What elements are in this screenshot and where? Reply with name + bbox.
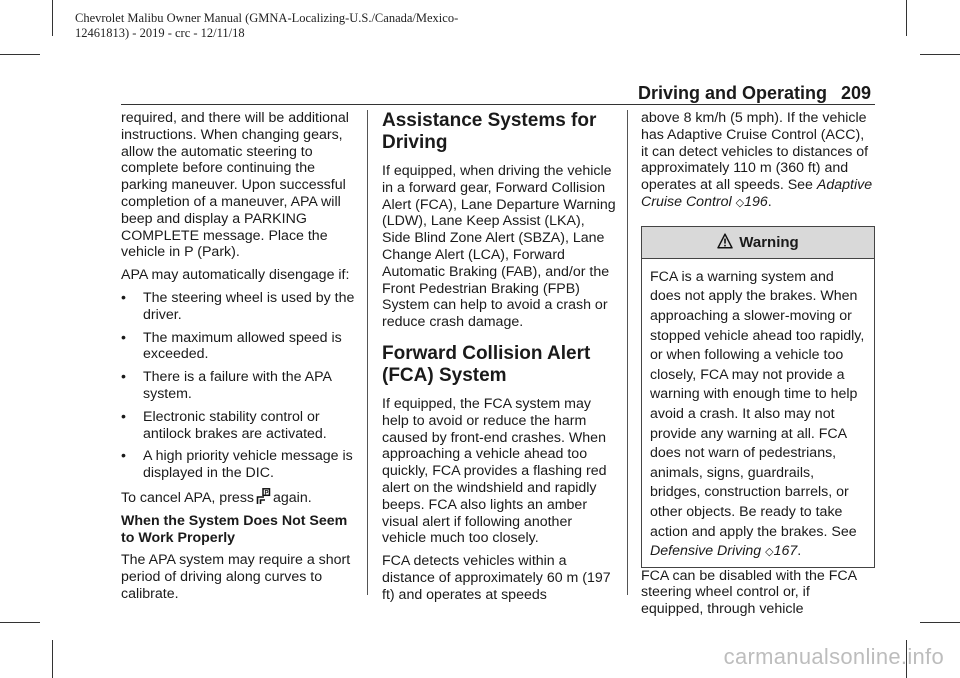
acc-paragraph: above 8 km/h (5 mph). If the vehicle has Adaptive Cruise Control (ACC), it can detect vehicles to distances of approximately 110 m (360 ft) and operates at all speeds. See Adaptive Cruise Control ◇196. xyxy=(641,110,873,210)
cross-reference-link[interactable]: Adaptive Cruise Control ◇196 xyxy=(641,177,873,210)
crop-mark xyxy=(0,54,40,55)
column-3 xyxy=(641,110,875,624)
crop-mark xyxy=(920,622,960,623)
fca-paragraph-2: FCA detects vehicles within a distance of approximately 60 m (197 ft) and operates at speeds xyxy=(382,553,611,603)
cross-reference-link[interactable]: Defensive Driving ◇167 xyxy=(650,543,798,560)
header-rule xyxy=(121,104,875,105)
warning-body: FCA is a warning system and does not apply the brakes. When approaching a slower-moving or stopped vehicle ahead too rapidly, or when following a vehicle too closely, FCA may not provide a warning with enough time to help avoid a crash. It also may not provide any warning at all. FCA does not warn of pedestrians, animals, signs, guardrails, bridges, construction barrels, or other objects. Be ready to take action and apply the brakes. See Defensive Driving ◇167. xyxy=(650,268,865,560)
bullet-icon: • xyxy=(121,448,126,465)
list-item: • The maximum allowed speed is exceeded. xyxy=(121,329,342,363)
list-item: • The steering wheel is used by the driver. xyxy=(121,289,355,323)
column-divider xyxy=(627,110,628,595)
list-item: • Electronic stability control or antilock brakes are activated. xyxy=(121,408,327,442)
crop-mark xyxy=(52,640,53,678)
apa-disengage-intro: APA may automatically disengage if: xyxy=(121,267,350,284)
svg-text:P: P xyxy=(264,490,269,497)
list-item: • A high priority vehicle message is displayed in the DIC. xyxy=(121,448,353,482)
warning-title: Warning xyxy=(739,233,799,251)
crop-mark xyxy=(906,0,907,36)
section-title: Driving and Operating xyxy=(637,83,827,103)
warning-icon xyxy=(717,233,733,249)
crop-mark xyxy=(920,54,960,55)
calibrate-paragraph: The APA system may require a short period of driving along curves to calibrate. xyxy=(121,552,351,602)
meta-line-1: Chevrolet Malibu Owner Manual (GMNA-Localizing-U.S./Canada/Mexico- xyxy=(75,11,459,25)
park-assist-icon xyxy=(256,488,271,505)
crop-mark xyxy=(52,0,53,36)
heading-fca-system: Forward Collision Alert (FCA) System xyxy=(382,342,591,386)
bullet-icon: • xyxy=(121,369,126,386)
column-2 xyxy=(382,110,616,610)
heading-assistance-systems: Assistance Systems for Driving xyxy=(382,110,597,153)
fca-disable-paragraph: FCA can be disabled with the FCA steering wheel control or, if equipped, through vehicle xyxy=(641,567,857,618)
list-item: • There is a failure with the APA system. xyxy=(121,369,332,402)
meta-line-2: 12461813) - 2019 - crc - 12/11/18 xyxy=(75,26,245,40)
cancel-apa-paragraph: To cancel APA, press P again. xyxy=(121,489,312,506)
fca-paragraph-1: If equipped, the FCA system may help to avoid or reduce the harm caused by front-end crashes. When approaching a vehicle ahead too quickly, FCA provides a flashing red alert on the windshield and rapidly beeps. FCA also lights an amber visual alert if following another vehicle much too closely. xyxy=(382,395,607,547)
watermark: carmanualsonline.info xyxy=(723,644,944,669)
column-1 xyxy=(121,110,357,609)
bullet-icon: • xyxy=(121,329,126,346)
column-divider xyxy=(367,110,368,595)
page-ref-icon: ◇ xyxy=(735,196,745,209)
page-ref-icon: ◇ xyxy=(765,546,774,559)
crop-mark xyxy=(0,622,40,623)
apa-paragraph: required, and there will be additional instructions. When changing gears, allow the automatic steering to complete before continuing the parking maneuver. Upon successful completion of a maneuver, APA will beep and display a PARKING COMPLETE message. Place the vehicle in P (Park). xyxy=(121,110,349,261)
document-meta xyxy=(75,11,458,41)
bullet-icon: • xyxy=(121,289,126,306)
assistance-paragraph: If equipped, when driving the vehicle in a forward gear, Forward Collision Alert (FCA), Lane Departure Warning (LDW), Lane Keep Assist (LKA), Side Blind Zone Alert (SBZA), Lane Change Alert (LCA), Forward Automatic Braking (FAB), and/or the Front Pedestrian Braking (FPB) System can help to avoid a crash or reduce crash damage. xyxy=(382,163,616,331)
page-number: 209 xyxy=(841,83,872,103)
bullet-icon: • xyxy=(121,408,126,425)
warning-box xyxy=(641,226,875,568)
subheading: When the System Does Not Seem to Work Properly xyxy=(121,512,348,546)
warning-header xyxy=(642,227,874,259)
